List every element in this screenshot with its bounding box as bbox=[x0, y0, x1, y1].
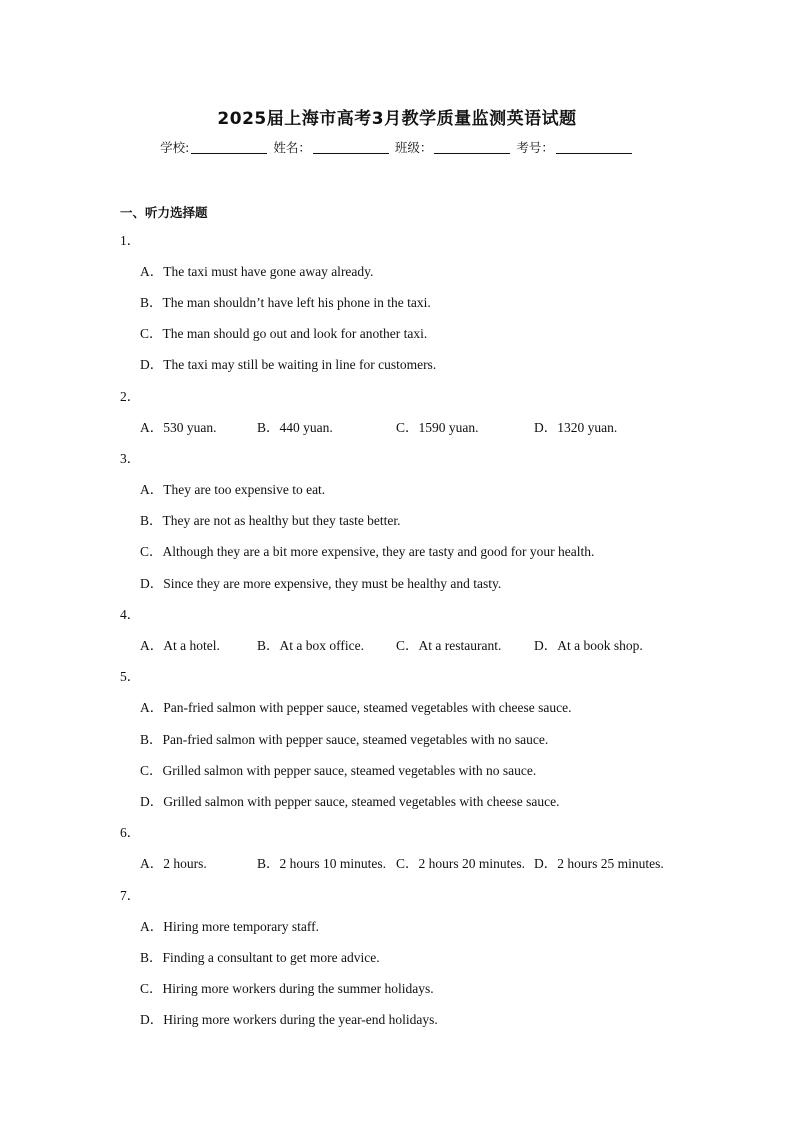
option-d: D．At a book shop. bbox=[534, 638, 643, 653]
option-b: B．They are not as healthy but they taste better. bbox=[140, 513, 401, 528]
question-number: 2． bbox=[120, 389, 141, 404]
school-label: 学校: bbox=[160, 140, 190, 155]
option-b: B．Finding a consultant to get more advice. bbox=[140, 950, 380, 965]
option-d: D．Hiring more workers during the year-end holidays. bbox=[140, 1012, 438, 1027]
name-label: 姓名： bbox=[273, 140, 311, 155]
option-c: C．The man should go out and look for another taxi. bbox=[140, 326, 428, 341]
question-number: 3． bbox=[120, 451, 141, 466]
option-c: C．Hiring more workers during the summer holidays. bbox=[140, 981, 434, 996]
class-blank bbox=[434, 141, 510, 154]
option-c: C．Although they are a bit more expensive, they are tasty and good for your health. bbox=[140, 544, 595, 559]
section-title: 一、听力选择题 bbox=[120, 205, 208, 220]
option-b: B．2 hours 10 minutes. bbox=[257, 856, 387, 871]
option-d: D．Grilled salmon with pepper sauce, steamed vegetables with cheese sauce. bbox=[140, 794, 560, 809]
option-d: D．Since they are more expensive, they must be healthy and tasty. bbox=[140, 576, 502, 591]
student-info-line bbox=[0, 138, 794, 156]
option-a: A．530 yuan. bbox=[140, 420, 217, 435]
option-b: B．Pan-fried salmon with pepper sauce, steamed vegetables with no sauce. bbox=[140, 732, 549, 747]
option-a: A．Hiring more temporary staff. bbox=[140, 919, 319, 934]
class-label: 班级： bbox=[394, 140, 433, 155]
option-c: C．Grilled salmon with pepper sauce, steamed vegetables with no sauce. bbox=[140, 763, 537, 778]
exam-number-label: 考号： bbox=[516, 140, 554, 155]
page-title: 2025届上海市高考3月教学质量监测英语试题 bbox=[217, 109, 577, 129]
option-a: A．The taxi must have gone away already. bbox=[140, 264, 374, 279]
option-c: C．2 hours 20 minutes. bbox=[396, 856, 526, 871]
school-blank bbox=[191, 141, 267, 154]
option-d: D．The taxi may still be waiting in line for customers. bbox=[140, 357, 437, 372]
option-a: A．2 hours. bbox=[140, 856, 207, 871]
option-d: D．1320 yuan. bbox=[534, 420, 618, 435]
option-b: B．The man shouldn’t have left his phone in the taxi. bbox=[140, 295, 431, 310]
option-c: C．1590 yuan. bbox=[396, 420, 479, 435]
question-number: 1． bbox=[120, 233, 141, 248]
name-blank bbox=[313, 141, 389, 154]
option-a: A．They are too expensive to eat. bbox=[140, 482, 326, 497]
option-c: C．At a restaurant. bbox=[396, 638, 502, 653]
option-b: B．440 yuan. bbox=[257, 420, 333, 435]
exam-number-blank bbox=[556, 141, 632, 154]
question-number: 5． bbox=[120, 669, 141, 684]
question-number: 6． bbox=[120, 825, 141, 840]
question-number: 7． bbox=[120, 888, 141, 903]
question-number: 4． bbox=[120, 607, 141, 622]
option-a: A．Pan-fried salmon with pepper sauce, steamed vegetables with cheese sauce. bbox=[140, 700, 572, 715]
option-b: B．At a box office. bbox=[257, 638, 364, 653]
option-d: D．2 hours 25 minutes. bbox=[534, 856, 664, 871]
option-a: A．At a hotel. bbox=[140, 638, 220, 653]
